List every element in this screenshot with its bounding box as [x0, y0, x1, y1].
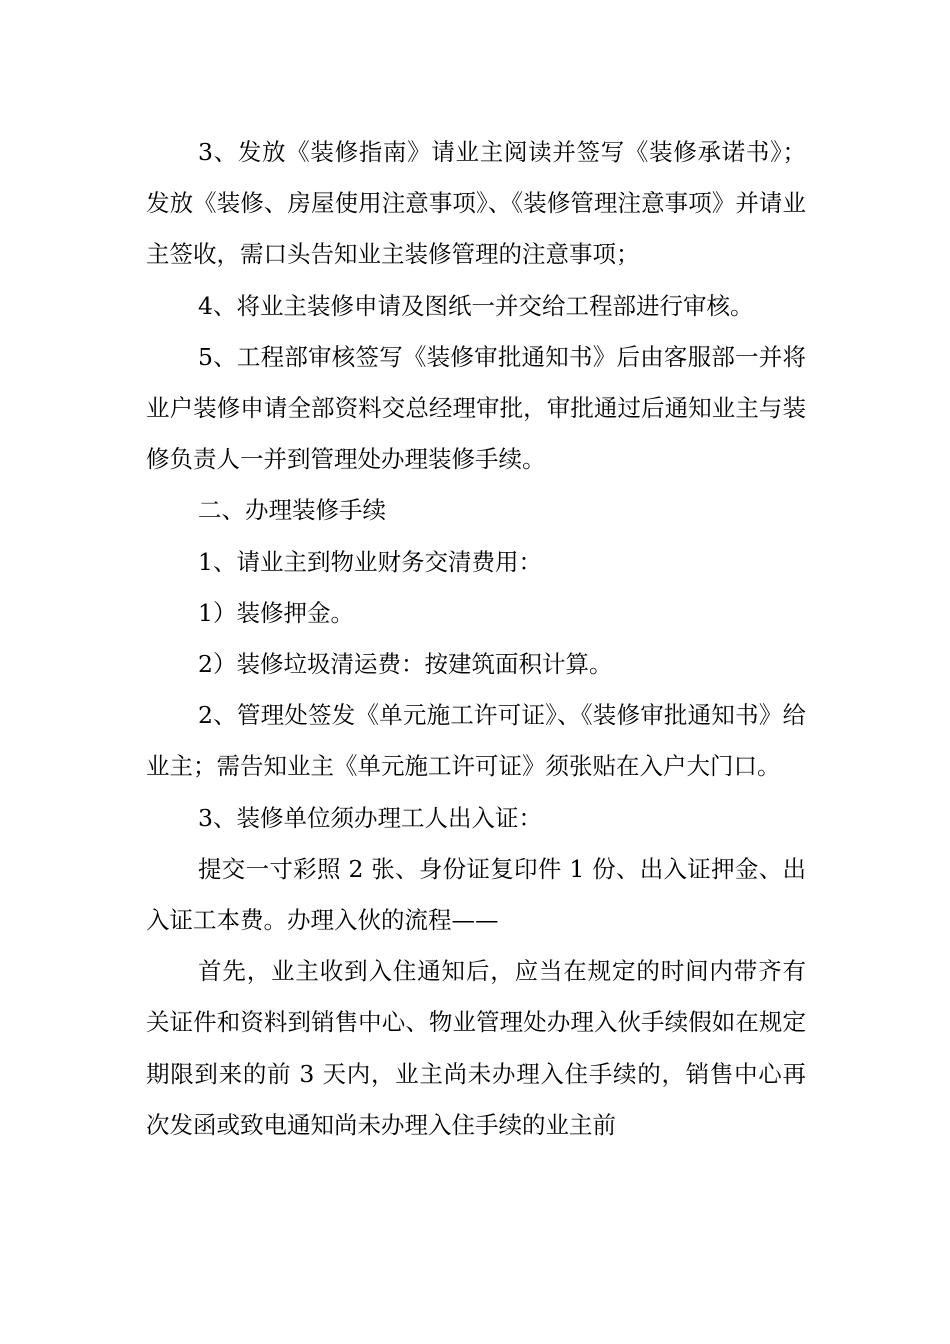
- paragraph-subitem-deposit: 1）装修押金。: [198, 598, 354, 627]
- paragraph-item-1-fees: 1、请业主到物业财务交清费用：: [198, 547, 542, 576]
- paragraph-subitem-waste-fee: 2）装修垃圾清运费：按建筑面积计算。: [198, 650, 613, 679]
- paragraph-item-2-permit: 2、管理处签发《单元施工许可证》、《装修审批通知书》给业主；需告知业主《单元施工许可证》须张贴在入户大门口。: [146, 701, 806, 781]
- section-heading-renovation-procedures: 二、办理装修手续: [198, 496, 386, 525]
- paragraph-move-in-process: 首先，业主收到入住通知后，应当在规定的时间内带齐有关证件和资料到销售中心、物业管理处办理入伙手续假如在规定期限到来的前 3 天内，业主尚未办理入住手续的，销售中心再次发函或致电通知尚未办理入住手续的业主前: [146, 957, 806, 1139]
- paragraph-item-3-notice: 3、发放《装修指南》请业主阅读并签写《装修承诺书》；发放《装修、房屋使用注意事项》、《装修管理注意事项》并请业主签收，需口头告知业主装修管理的注意事项；: [146, 138, 806, 269]
- paragraph-item-5-approval: 5、工程部审核签写《装修审批通知书》后由客服部一并将业户装修申请全部资料交总经理审批，审批通过后通知业主与装修负责人一并到管理处办理装修手续。: [146, 342, 806, 474]
- paragraph-item-4-review: 4、将业主装修申请及图纸一并交给工程部进行审核。: [198, 291, 754, 320]
- document-body: [146, 127, 806, 1151]
- paragraph-pass-requirements: 提交一寸彩照 2 张、身份证复印件 1 份、出入证押金、出入证工本费。办理入伙的流程——: [146, 854, 806, 935]
- paragraph-item-3-worker-pass: 3、装修单位须办理工人出入证：: [198, 803, 542, 832]
